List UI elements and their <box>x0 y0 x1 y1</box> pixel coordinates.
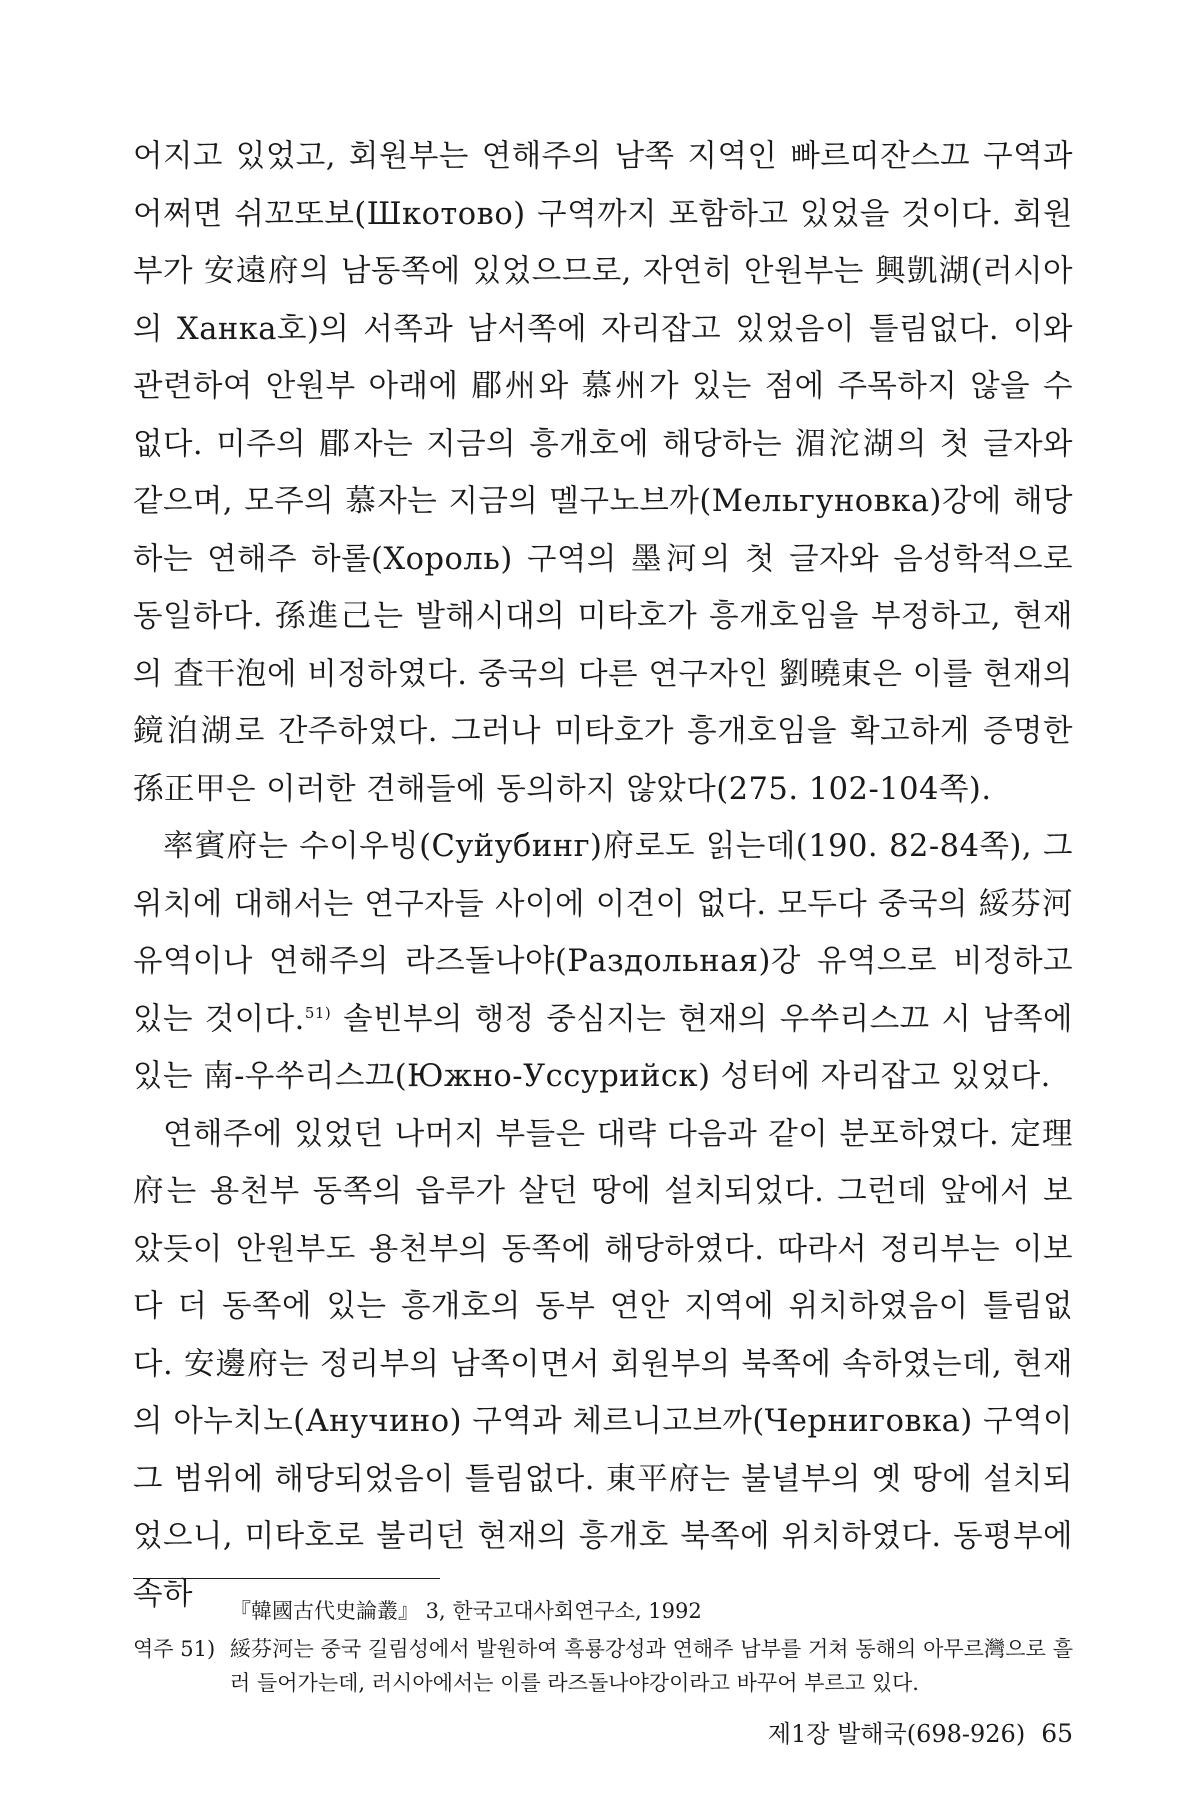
paragraph-2-continuation: 솔빈부의 행정 중심지는 현재의 우쑤리스끄 시 남쪽에 있는 南-우쑤리스끄(Южно-Уссурийск) 성터에 자리잡고 있었다. <box>133 1001 1073 1094</box>
chapter-title: 제1장 발해국(698-926) <box>767 1720 1026 1748</box>
footnote-text: 綏芬河는 중국 길림성에서 발원하여 흑룡강성과 연해주 남부를 거쳐 동해의 아무르灣으로 흘러 들어가는데, 러시아에서는 이를 라즈돌나야강이라고 바꾸어 부르고 있다. <box>230 1637 1073 1695</box>
page-number: 65 <box>1041 1719 1073 1748</box>
footnote-ref-51[interactable]: 51) <box>304 1003 332 1022</box>
paragraph-1: 어지고 있었고, 회원부는 연해주의 남쪽 지역인 빠르띠잔스끄 구역과 어쩌면 쉬꼬또보(Шкотово) 구역까지 포함하고 있었을 것이다. 회원부가 安遠府의 남동쪽에 있었으므로, 자연히 안원부는 興凱湖(러시아의 Ханка호)의 서쪽과 남서쪽에 자리잡고 있었음이 틀림없다. 이와 관련하여 안원부 아래에 郿州와 慕州가 있는 점에 주목하지 않을 수 없다. 미주의 郿자는 지금의 흥개호에 해당하는 湄沱湖의 첫 글자와 같으며, 모주의 慕자는 지금의 멜구노브까(Мельгуновка)강에 해당하는 연해주 하롤(Хороль) 구역의 墨河의 첫 글자와 음성학적으로 동일하다. 孫進己는 발해시대의 미타호가 흥개호임을 부정하고, 현재의 査干泡에 비정하였다. 중국의 다른 연구자인 劉曉東은 이를 현재의 鏡泊湖로 간주하였다. 그러나 미타호가 흥개호임을 확고하게 증명한 孫正甲은 이러한 견해들에 동의하지 않았다(275. 102-104쪽). <box>133 139 1073 807</box>
paragraph-2-text: 率賓府는 수이우빙(Суйубинг)府로도 읽는데(190. 82-84쪽), 그 위치에 대해서는 연구자들 사이에 이견이 없다. 모두다 중국의 綏芬河 유역이나 연해주의 라즈돌나야(Раздольная)강 유역으로 비정하고 있는 것이다. <box>133 829 1073 1037</box>
paragraph-3: 연해주에 있었던 나머지 부들은 대략 다음과 같이 분포하였다. 定理府는 용천부 동쪽의 읍루가 살던 땅에 설치되었다. 그런데 앞에서 보았듯이 안원부도 용천부의 동쪽에 해당하였다. 따라서 정리부는 이보다 더 동쪽에 있는 흥개호의 동부 연안 지역에 위치하였음이 틀림없다. 安邊府는 정리부의 남쪽이면서 회원부의 북쪽에 속하였는데, 현재의 아누치노(Анучино) 구역과 체르니고브까(Черниговка) 구역이 그 범위에 해당되었음이 틀림없다. 東平府는 불녈부의 옛 땅에 설치되었으니, 미타호로 불리던 현재의 흥개호 북쪽에 위치하였다. 동평부에 속하 <box>133 1116 1073 1612</box>
page-footer <box>720 1718 1073 1750</box>
body-text <box>133 128 1073 1623</box>
footnote-51 <box>133 1632 1073 1700</box>
source-citation: 『韓國古代史論叢』 3, 한국고대사회연구소, 1992 <box>230 1599 702 1623</box>
footnote-label: 역주 51) <box>133 1637 216 1661</box>
footnote-divider <box>133 1578 440 1579</box>
paragraph-2 <box>133 818 1073 1106</box>
